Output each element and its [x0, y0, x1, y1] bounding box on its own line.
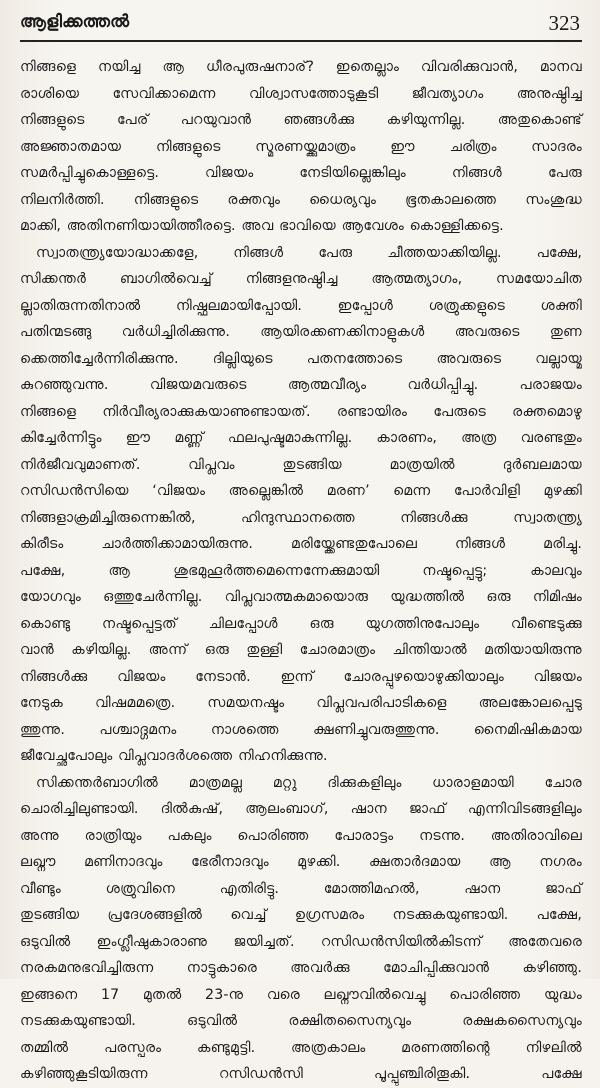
text-line: ജീവേച്ഛപോലും വിപ്ലവാദർശത്തെ നിഹനിക്കുന്നു.	[20, 748, 328, 764]
text-line: സ്വാതന്ത്ര്യയോദ്ധാക്കളേ, നിങ്ങൾ പേരു ചീത്തയാക്കിയില്ല. പക്ഷേ,	[36, 244, 582, 261]
text-line: നിങ്ങളാക്രമിച്ചിരുന്നെങ്കിൽ, ഹിന്ദുസ്ഥാനത്തെ നിങ്ങൾക്കു സ്വാതന്ത്ര്യ	[20, 509, 582, 526]
text-line: തുടങ്ങിയ പ്രദേശങ്ങളിൽ വെച്ച് ഉഗ്രസമരം നടക്കുകയുണ്ടായി. പക്ഷേ,	[20, 907, 582, 923]
text-line: കഴിഞ്ഞുകൂടിയിരുന്ന റസിഡൻസി പൂപ്പുഞ്ചിരിതൂകി. പക്ഷേ	[20, 1066, 582, 1082]
text-line: നിങ്ങളെ നിർവീര്യരാക്കുകയാണുണ്ടായത്. രണ്ടായിരം പേരുടെ രക്തമൊഴു	[20, 403, 582, 420]
text-line: ചൊരിച്ചിലുണ്ടായി. ദിൽകുഷ്, ആലംബാഗ്, ഷാന ജാഫ് എന്നിവിടങ്ങളിലും	[20, 801, 582, 817]
text-line: ത്തുന്നു. പശ്ചാദ്ഗമനം നാശത്തെ ക്ഷണിച്ചുവരുത്തുന്നു. നൈമിഷികമായ	[20, 721, 582, 738]
text-line: മാക്കി, അതിനണിയായിത്തീരട്ടെ. അവ ഭാവിയെ ആവേശം കൊള്ളിക്കട്ടെ.	[20, 218, 504, 234]
text-line: സിക്കന്തർബാഗിൽ മാത്രമല്ല മറ്റു ദിക്കുകളിലും ധാരാളമായി ചോര	[36, 774, 582, 791]
text-line: ലഖ്നൗ മണിനാദവും ഭേരീനാദവും മുഴക്കി. ക്ഷതാർദമായ ആ നഗരം	[20, 854, 582, 870]
text-line: റസിഡൻസിയെ ‘വിജയം അല്ലെങ്കിൽ മരണ’ മെന്ന പോർവിളി മുഴക്കി	[20, 483, 582, 499]
paragraph	[20, 54, 582, 240]
paragraph	[20, 240, 582, 770]
text-line: കുറഞ്ഞുവന്നു. വിജയമവരുടെ ആത്മവീര്യം വർധിപ്പിച്ചു. പരാജയം	[20, 377, 582, 393]
text-line: സമർപ്പിച്ചുകൊള്ളട്ടെ. വിജയം നേടിയില്ലെങ്കിലും നിങ്ങൾ പേരു	[20, 165, 582, 181]
text-line: സിക്കന്തർ ബാഗിൽവെച്ച് നിങ്ങളനുഷ്ഠിച്ച ആത്മത്യാഗം, സമയോചിത	[20, 271, 582, 287]
text-line: തമ്മിൽ പരസ്പരം കണ്ടുമുട്ടി. അത്രകാലം മരണത്തിന്റെ നിഴലിൽ	[20, 1039, 582, 1056]
text-line: അജ്ഞാതമായ നിങ്ങളുടെ സ്മരണയ്ക്കുമാത്രം ഈ ചരിത്രം സാദരം	[20, 138, 582, 155]
text-line: നിങ്ങളെ നയിച്ച ആ ധീരപുരുഷനാര്? ഇതെല്ലാം വിവരിക്കുവാൻ, മാനവ	[20, 59, 582, 75]
text-line: ക്കെത്തിച്ചേർന്നിരിക്കുന്നു. ദില്ലിയുടെ പതനത്തോടെ അവരുടെ വല്ലായ്മ	[20, 350, 582, 367]
text-line: അന്നു രാത്രിയും പകലും പൊരിഞ്ഞ പോരാട്ടം നടന്നു. അതിരാവിലെ	[20, 827, 582, 844]
text-line: നിങ്ങൾക്കു വിജയം നേടാൻ. ഇന്ന് ചോരപ്പുഴയൊഴുക്കിയാലും വിജയം	[20, 668, 582, 685]
running-title: ആളിക്കത്തൽ	[20, 12, 130, 32]
text-line: പക്ഷേ, ആ ശുഭമുഹൂർത്തമെന്നെന്നേക്കുമായി നഷ്ടപ്പെട്ടു; കാലവും	[20, 562, 582, 579]
text-line: നിലനിർത്തി. നിങ്ങളുടെ രക്തവും ധൈര്യവും ഭൂതകാലത്തെ സംശുദ്ധ	[20, 191, 582, 208]
text-line: വാൻ കഴിയില്ല. അന്ന് ഒരു തുള്ളി ചോരമാത്രം ചിന്തിയാൽ മതിയായിരുന്നു	[20, 642, 582, 658]
text-line: നടക്കുകയുണ്ടായി. ഒടുവിൽ രക്ഷിതസൈന്യവും രക്ഷകസൈന്യവും	[20, 1013, 582, 1029]
text-line: കൊണ്ടു നഷ്ടപ്പെട്ടത് ചിലപ്പോൾ ഒരു യുഗത്തിനുപോലും വീണ്ടെടുക്കു	[20, 615, 582, 632]
text-line: ഒടുവിൽ ഇംഗ്ലീഷുകാരാണു ജയിച്ചത്. റസിഡൻസിയിൽകിടന്ന് അതേവരെ	[20, 933, 582, 950]
text-line: നേടുക വിഷമമത്രെ. സമയനഷ്ടം വിപ്ലവപരിപാടികളെ അലങ്കോലപ്പെടു	[20, 695, 582, 711]
page-number: 323	[548, 11, 580, 35]
page-header	[20, 10, 582, 42]
text-line: നിങ്ങളുടെ പേര് പറയുവാൻ ഞങ്ങൾക്കു കഴിയുന്നില്ല. അതുകൊണ്ട്	[20, 112, 582, 128]
text-line: കിരീടം ചാർത്തിക്കാമായിരുന്നു. മരിയ്ക്കേണ്ടതുപോലെ നിങ്ങൾ മരിച്ചു.	[20, 536, 582, 552]
text-line: വീണ്ടും ശത്രുവിനെ എതിരിട്ടു. മോത്തിമഹൽ, ഷാന ജാഫ്	[20, 880, 582, 897]
body-text	[20, 54, 582, 1082]
text-line: നരകമനുഭവിച്ചിരുന്ന നാട്ടുകാരെ അവർക്കു മോചിപ്പിക്കുവാൻ കഴിഞ്ഞു.	[20, 960, 582, 976]
text-line: യോഗവും ഒത്തുചേർന്നില്ല. വിപ്ലവാത്മകമായൊരു യുദ്ധത്തിൽ ഒരു നിമിഷം	[20, 589, 582, 605]
paragraph	[20, 770, 582, 1088]
text-line: പതിന്മടങ്ങു വർധിച്ചിരിക്കുന്നു. ആയിരക്കണക്കിനാളുകൾ അവരുടെ തുണ	[20, 324, 582, 340]
text-line: നിർജീവവുമാണത്. വിപ്ലവം തുടങ്ങിയ മാത്രയിൽ ദുർബലമായ	[20, 456, 582, 473]
text-line: ഇങ്ങനെ 17 മുതൽ 23-നു വരെ ലഖ്നൗവിൽവെച്ചു പൊരിഞ്ഞ യുദ്ധം	[20, 986, 582, 1003]
text-line: കിച്ചേർന്നിട്ടും ഈ മണ്ണ് ഫലപുഷ്ടമാകുന്നില്ല. കാരണം, അത്ര വരണ്ടതും	[20, 430, 582, 446]
text-line: രാശിയെ സേവിക്കാമെന്ന വിശ്വാസത്തോടുകൂടി ജീവത്യാഗം അനുഷ്ഠിച്ച	[20, 85, 582, 102]
text-line: ല്ലാതിരുന്നതിനാൽ നിഷ്ഫലമായിപ്പോയി. ഇപ്പോൾ ശത്രുക്കളുടെ ശക്തി	[20, 297, 582, 314]
